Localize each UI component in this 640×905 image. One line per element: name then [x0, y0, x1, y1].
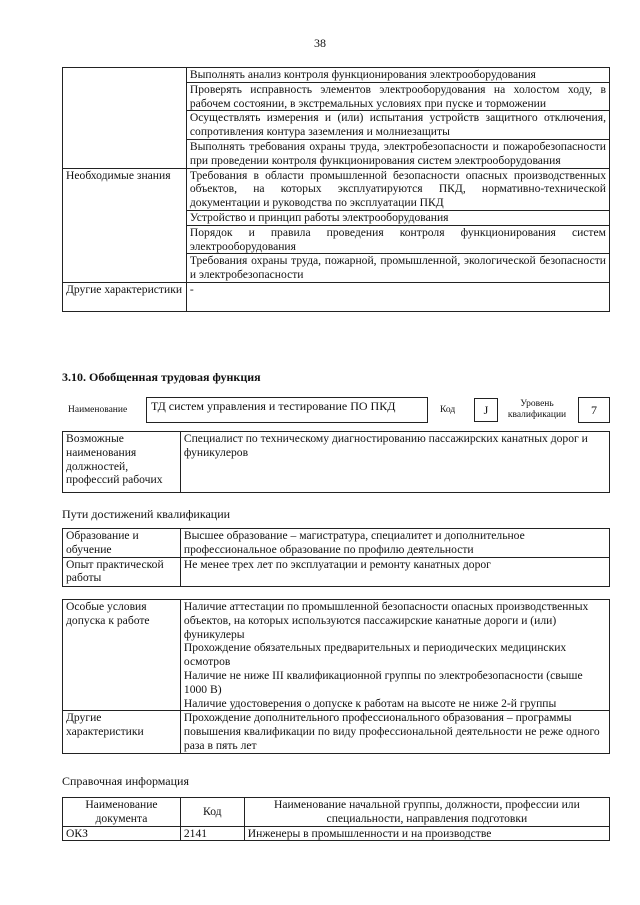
conditions-table	[62, 599, 610, 754]
code-value: J	[474, 398, 498, 422]
knowledge-item: Порядок и правила проведения контроля функционирования систем электрооборудования	[186, 225, 609, 254]
ref-doc: ОКЗ	[63, 826, 181, 841]
knowledge-label: Необходимые знания	[63, 168, 187, 282]
condition-item: Прохождение обязательных предварительных и периодических медицинских осмотров	[183, 641, 567, 669]
code-label: Код	[440, 405, 456, 415]
level-value: 7	[578, 397, 610, 423]
conditions-items	[180, 600, 609, 711]
conditions-label: Особые условия допуска к работе	[63, 600, 181, 711]
positions-value: Специалист по техническому диагностированию пассажирских канатных дорог и фуникулеров	[180, 432, 609, 493]
knowledge-item: Требования в области промышленной безопасности опасных производственных объектов, на которых эксплуатируются ПКД, нормативно-технической документации и руководства по эксплуатации ПКД	[186, 168, 609, 210]
skills-label-cell	[63, 68, 187, 169]
skill-item: Выполнять анализ контроля функционирования электрооборудования	[186, 68, 609, 83]
positions-label: Возможные наименования должностей, профессий рабочих	[63, 432, 181, 493]
other-value: -	[186, 282, 609, 311]
condition-item: Наличие не ниже III квалификационной группы по электробезопасности (свыше 1000 В)	[183, 668, 583, 696]
ref-name: Инженеры в промышленности и на производстве	[244, 826, 609, 841]
section-title: 3.10. Обобщенная трудовая функция	[62, 370, 261, 384]
other-label: Другие характеристики	[63, 282, 187, 311]
education-label: Образование и обучение	[63, 529, 181, 558]
name-label: Наименование	[68, 405, 128, 415]
knowledge-item: Требования охраны труда, пожарной, промышленной, экологической безопасности и электробезопасности	[186, 254, 609, 283]
skill-item: Выполнять требования охраны труда, электробезопасности и пожаробезопасности при проведении контроля функционирования систем электрооборудования	[186, 139, 609, 168]
condition-item: Наличие аттестации по промышленной безопасности опасных производственных объектов, на которых используются пассажирские канатные дороги и (или) фуникулеры	[183, 600, 589, 641]
conditions-other-value: Прохождение дополнительного профессионального образования – программы повышения квалификации по виду профессиональной деятельности не реже одного раза в пять лет	[180, 711, 609, 753]
skill-item: Осуществлять измерения и (или) испытания устройств защитного отключения, сопротивления контура заземления и молниезащиты	[186, 111, 609, 140]
experience-value: Не менее трех лет по эксплуатации и ремонту канатных дорог	[180, 557, 609, 586]
education-value: Высшее образование – магистратура, специалитет и дополнительное профессиональное образование по профилю деятельности	[180, 529, 609, 558]
skill-item: Проверять исправность элементов электрооборудования на холостом ходу, в рабочем состоянии, в экстремальных условиях при пуске и торможении	[186, 82, 609, 111]
paths-table	[62, 528, 610, 587]
reference-heading: Справочная информация	[62, 774, 189, 788]
ref-header-code: Код	[180, 798, 244, 827]
paths-heading: Пути достижений квалификации	[62, 507, 231, 521]
page-number: 38	[314, 36, 326, 50]
positions-table	[62, 431, 610, 493]
level-label: Уровень квалификации	[507, 399, 567, 420]
reference-table	[62, 797, 610, 841]
function-name: ТД систем управления и тестирование ПО ПКД	[146, 397, 428, 423]
conditions-other-label: Другие характеристики	[63, 711, 181, 753]
knowledge-item: Устройство и принцип работы электрооборудования	[186, 210, 609, 225]
ref-header-name: Наименование начальной группы, должности, профессии или специальности, направления подготовки	[244, 798, 609, 827]
ref-header-doc: Наименование документа	[63, 798, 181, 827]
experience-label: Опыт практической работы	[63, 557, 181, 586]
ref-code: 2141	[180, 826, 244, 841]
table-row	[63, 826, 610, 841]
skills-table	[62, 67, 610, 312]
condition-item: Наличие удостоверения о допуске к работам на высоте не ниже 2-й группы	[183, 696, 557, 710]
